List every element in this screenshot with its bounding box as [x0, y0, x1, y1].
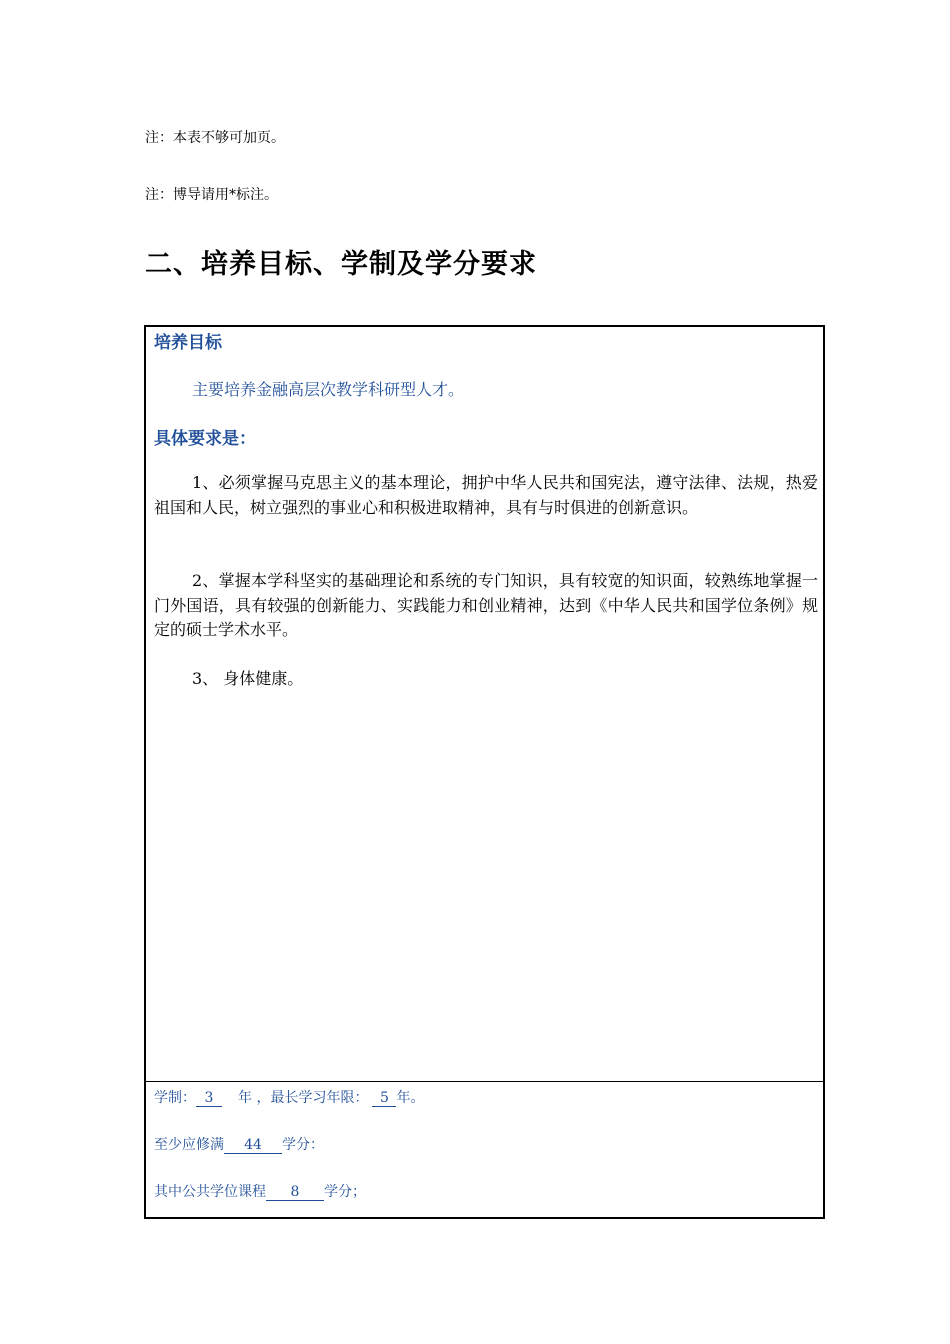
goal-text: 主要培养金融高层次教学科研型人才。: [192, 380, 465, 399]
requirement-item-2: 2、掌握本学科坚实的基础理论和系统的专门知识，具有较宽的知识面，较熟练地掌握一门外国语，具有较强的创新能力、实践能力和创业精神，达到《中华人民共和国学位条例》规定的硕士学术水平。: [154, 571, 818, 639]
note-add-pages: 注：本表不够可加页。: [145, 130, 285, 146]
max-years-unit: 年。: [396, 1090, 425, 1106]
total-credits-label: 至少应修满: [154, 1137, 224, 1153]
public-credits-unit: 学分；: [324, 1184, 366, 1200]
max-years-value: 5: [372, 1091, 396, 1107]
total-credits-value: 44: [224, 1138, 282, 1154]
total-credits-line: [154, 1136, 324, 1154]
requirement-item-3: 3、 身体健康。: [192, 669, 304, 688]
schooling-label: 学制：: [154, 1090, 196, 1106]
public-credits-label: 其中公共学位课程: [154, 1184, 266, 1200]
note-doctoral-supervisor: 注：博导请用*标注。: [145, 187, 278, 203]
requirements-label: 具体要求是：: [154, 429, 256, 449]
schooling-years-value: 3: [196, 1091, 222, 1107]
schooling-years-unit: 年 ，最长学习年限：: [238, 1090, 369, 1106]
total-credits-unit: 学分：: [282, 1137, 324, 1153]
requirements-table: [144, 325, 825, 1219]
section-title: 二、培养目标、学制及学分要求: [145, 249, 537, 280]
requirement-item-1: 1、必须掌握马克思主义的基本理论，拥护中华人民共和国宪法，遵守法律、法规，热爱祖国和人民，树立强烈的事业心和积极进取精神，具有与时俱进的创新意识。: [154, 473, 818, 517]
public-credits-line: [154, 1183, 366, 1201]
public-credits-value: 8: [266, 1185, 324, 1201]
table-divider: [146, 1081, 823, 1082]
goal-label: 培养目标: [154, 333, 222, 353]
schooling-line: [154, 1089, 424, 1107]
